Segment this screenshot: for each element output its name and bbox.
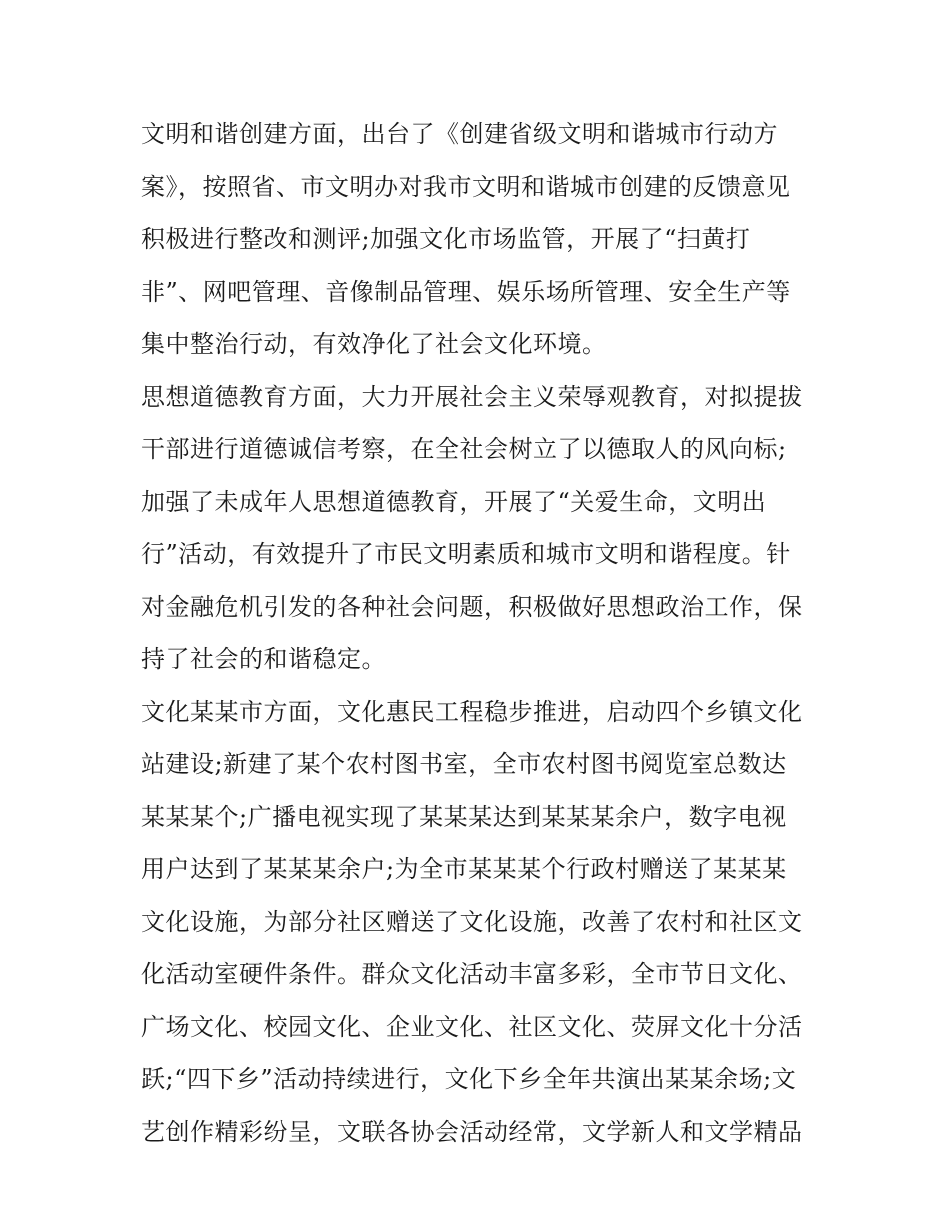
paragraph-1-line-1: 文明和谐创建方面，出台了《创建省级文明和谐城市行动方 <box>141 120 778 148</box>
paragraph-3-line-3: 某某某个;广播电视实现了某某某达到某某某余户，数字电视 <box>141 802 787 831</box>
paragraph-3-line-2: 站建设;新建了某个农村图书室，全市农村图书阅览室总数达 <box>141 750 787 778</box>
paragraph-2-line-1: 思想道德教育方面，大力开展社会主义荣辱观教育，对拟提拔 <box>141 382 803 411</box>
paragraph-3-line-6: 化活动室硬件条件。群众文化活动丰富多彩，全市节日文化、 <box>141 960 803 988</box>
paragraph-2-line-2: 干部进行道德诚信考察，在全社会树立了以德取人的风向标; <box>141 435 787 463</box>
paragraph-1-line-2: 案》，按照省、市文明办对我市文明和谐城市创建的反馈意见 <box>141 172 791 201</box>
paragraph-2-line-6: 持了社会的和谐稳定。 <box>141 645 386 673</box>
paragraph-3-line-8: 跃;“四下乡”活动持续进行，文化下乡全年共演出某某余场;文 <box>141 1065 797 1093</box>
paragraph-3-line-5: 文化设施，为部分社区赠送了文化设施，改善了农村和社区文 <box>141 907 803 936</box>
paragraph-2-line-3: 加强了未成年人思想道德教育，开展了“关爱生命，文明出 <box>141 487 767 516</box>
paragraph-1-line-3: 积极进行整改和测评;加强文化市场监管，开展了“扫黄打 <box>141 225 751 253</box>
paragraph-3-line-4: 用户达到了某某某余户;为全市某某某个行政村赠送了某某某 <box>141 855 787 883</box>
paragraph-3-line-7: 广场文化、校园文化、企业文化、社区文化、荧屏文化十分活 <box>141 1012 803 1041</box>
paragraph-3-line-9: 艺创作精彩纷呈，文联各协会活动经常，文学新人和文学精品 <box>141 1117 803 1146</box>
paragraph-2-line-5: 对金融危机引发的各种社会问题，积极做好思想政治工作，保 <box>141 592 803 621</box>
paragraph-3-line-1: 文化某某市方面，文化惠民工程稳步推进，启动四个乡镇文化 <box>141 697 803 726</box>
paragraph-1-line-5: 集中整治行动，有效净化了社会文化环境。 <box>141 330 607 358</box>
paragraph-1-line-4: 非”、网吧管理、音像制品管理、娱乐场所管理、安全生产等 <box>141 277 791 306</box>
document-body <box>141 108 821 1158</box>
paragraph-2-line-4: 行”活动，有效提升了市民文明素质和城市文明和谐程度。针 <box>141 540 791 568</box>
